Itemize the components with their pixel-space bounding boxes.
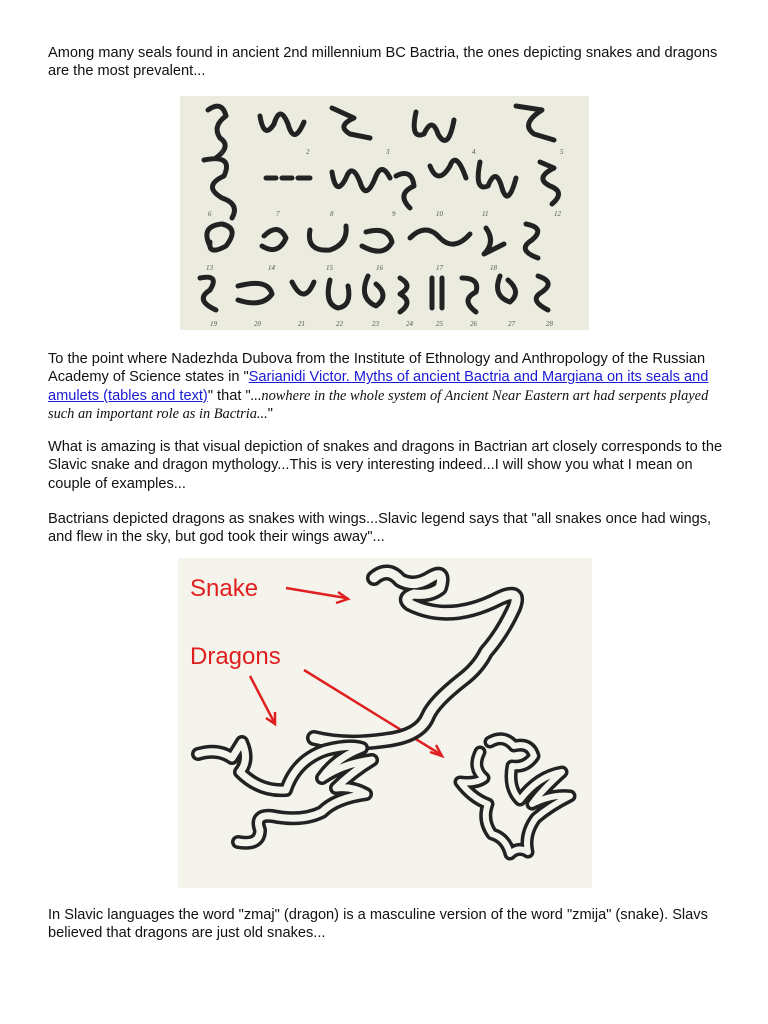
- seal-plate-image: [180, 96, 589, 330]
- quoted-text: ...nowhere in the whole system of Ancient Near Eastern art had serpents played such an important role as in Bactria...: [48, 387, 709, 422]
- seal-number: 17: [436, 264, 443, 272]
- snake-dragon-comparison-image: [178, 558, 592, 888]
- paragraph-dubova-quote: To the point where Nadezhda Dubova from the Institute of Ethnology and Anthropology of the Russian Academy of Science states in "Sarianidi Victor. Myths of ancient Bactria and Margiana on its seals and amulets (tables and text)" that "...nowhere in the whole system of Ancient Near Eastern art had serpents played such an important role as in Bactria...": [48, 351, 709, 422]
- seal-number: 19: [210, 320, 217, 328]
- seal-number: 9: [392, 210, 396, 218]
- paragraph-slavic-correspondence: What is amazing is that visual depiction of snakes and dragons in Bactrian art closely corresponds to the Slavic snake and dragon mythology...This is very interesting indeed...I will show you what I mean on couple of examples...: [48, 439, 723, 492]
- seal-number: 1: [220, 148, 224, 156]
- seal-number: 7: [276, 210, 280, 218]
- seal-number: 18: [490, 264, 497, 272]
- seal-number: 6: [208, 210, 212, 218]
- snake-label: Snake: [190, 575, 259, 602]
- seal-number: 28: [546, 320, 553, 328]
- paragraph-zmaj-zmija: In Slavic languages the word "zmaj" (dragon) is a masculine version of the word "zmija" (snake). Slavs believed that dragons are just old snakes...: [48, 907, 708, 942]
- seal-number: 3: [386, 148, 390, 156]
- seal-number: 5: [560, 148, 564, 156]
- dragons-label: Dragons: [190, 643, 281, 670]
- seal-number: 2: [306, 148, 310, 156]
- seal-number: 23: [372, 320, 379, 328]
- seal-number: 25: [436, 320, 443, 328]
- seal-number: 10: [436, 210, 443, 218]
- seal-number: 22: [336, 320, 343, 328]
- seal-number: 26: [470, 320, 477, 328]
- paragraph-intro: Among many seals found in ancient 2nd millennium BC Bactria, the ones depicting snakes and dragons are the most prevalent...: [48, 45, 718, 80]
- seal-number: 8: [330, 210, 334, 218]
- seal-number: 13: [206, 264, 213, 272]
- seal-number: 20: [254, 320, 261, 328]
- seal-number: 14: [268, 264, 275, 272]
- seal-number: 15: [326, 264, 333, 272]
- seal-number: 11: [482, 210, 489, 218]
- seal-drawings: [180, 96, 589, 330]
- seal-number: 12: [554, 210, 561, 218]
- seal-number: 4: [472, 148, 476, 156]
- seal-number: 27: [508, 320, 515, 328]
- paragraph-winged-snakes: Bactrians depicted dragons as snakes with wings...Slavic legend says that "all snakes once had wings, and flew in the sky, but god took their wings away"...: [48, 511, 712, 546]
- seal-number: 24: [406, 320, 413, 328]
- sarianidi-source-link[interactable]: Sarianidi Victor. Myths of ancient Bactria and Margiana on its seals and amulets (tables and text): [48, 369, 709, 404]
- seal-number: 16: [376, 264, 383, 272]
- seal-number: 21: [298, 320, 305, 328]
